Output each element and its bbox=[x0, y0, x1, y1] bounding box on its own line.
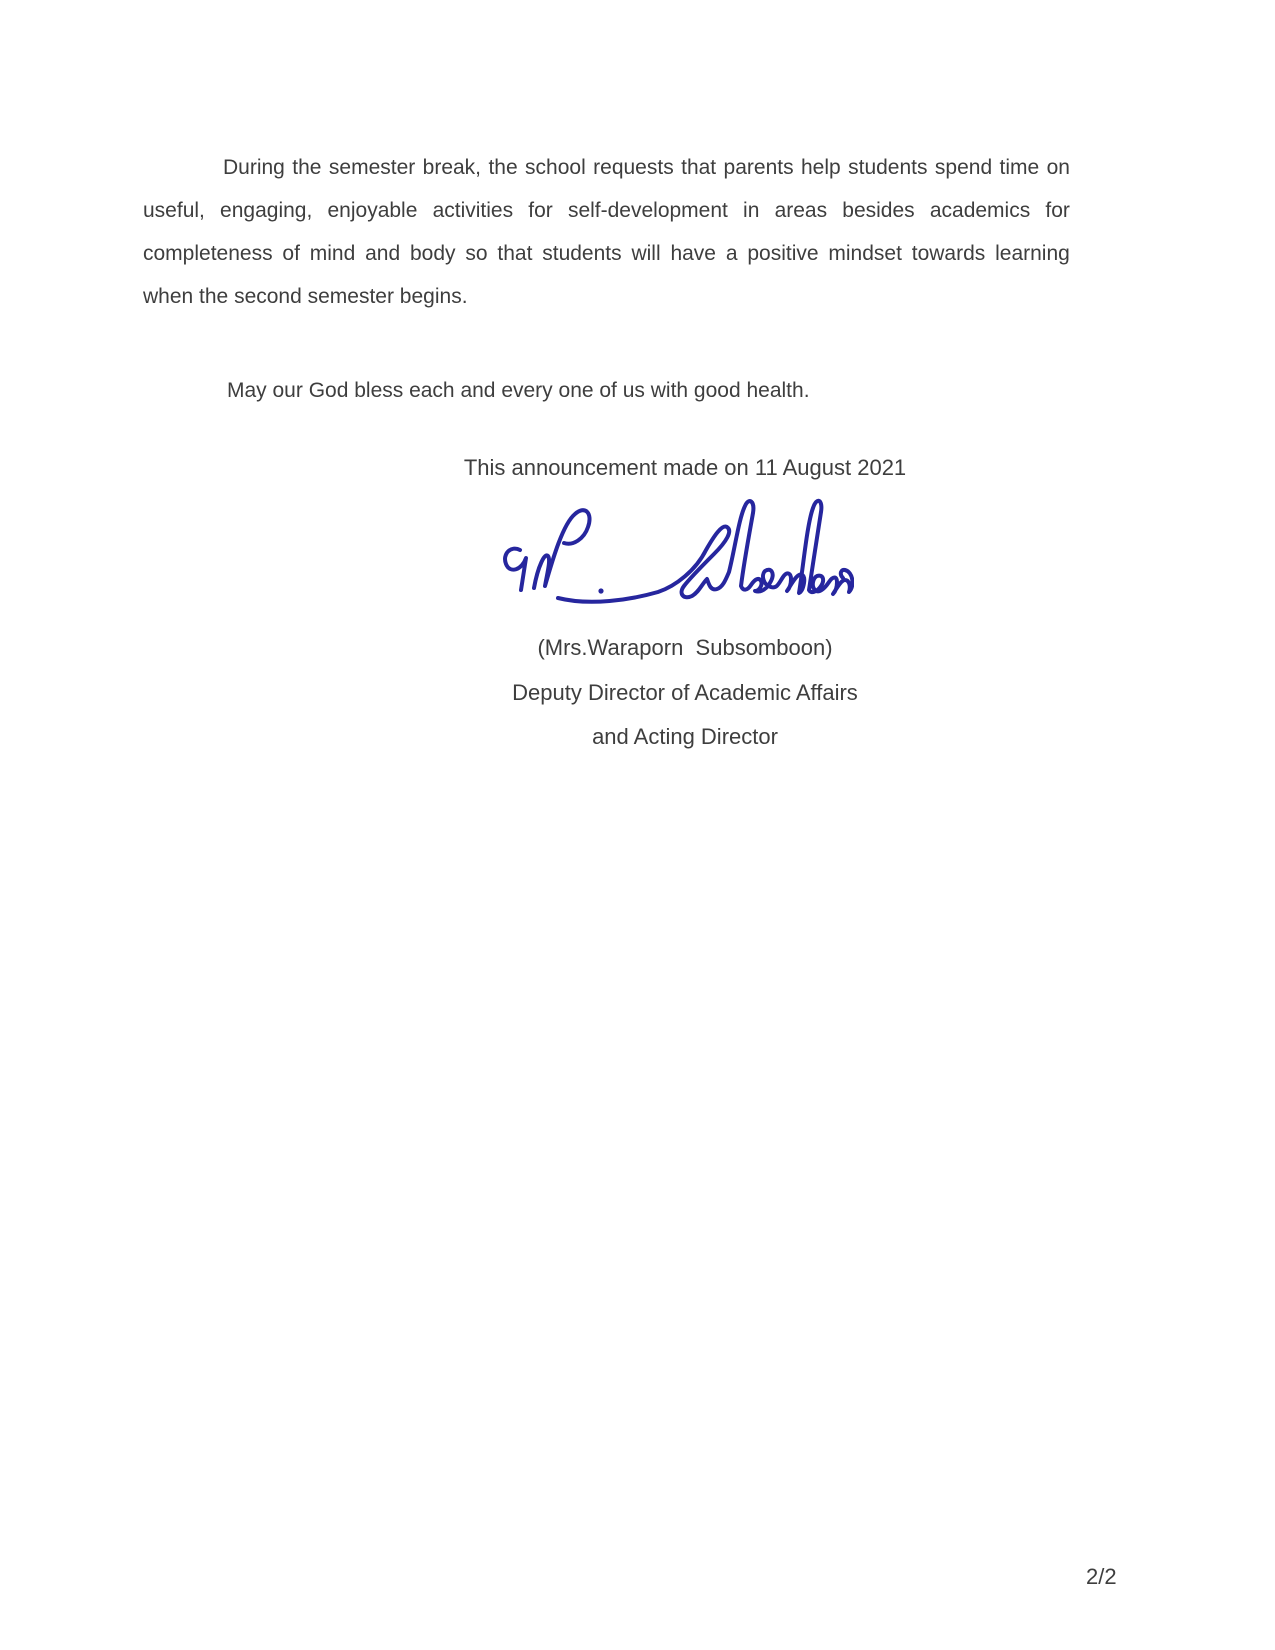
word: mind bbox=[309, 241, 356, 265]
word: on bbox=[1046, 155, 1070, 179]
word: semester bbox=[328, 155, 416, 179]
word: mindset bbox=[828, 241, 902, 265]
word: body bbox=[409, 241, 456, 265]
word: During bbox=[223, 155, 285, 179]
word: positive bbox=[747, 241, 819, 265]
word: learning bbox=[995, 241, 1070, 265]
word: the bbox=[488, 155, 518, 179]
word: engaging, bbox=[220, 198, 313, 222]
word: that bbox=[497, 241, 533, 265]
word: and bbox=[365, 241, 401, 265]
announcement-date-line: This announcement made on 11 August 2021 bbox=[463, 455, 907, 480]
word: academics bbox=[929, 198, 1031, 222]
word: school bbox=[525, 155, 586, 179]
word: completeness bbox=[143, 241, 273, 265]
word: will bbox=[631, 241, 661, 265]
word: of bbox=[282, 241, 300, 265]
word: parents bbox=[723, 155, 794, 179]
word: towards bbox=[911, 241, 986, 265]
word: areas bbox=[774, 198, 828, 222]
signatory-title-line1: Deputy Director of Academic Affairs bbox=[512, 680, 858, 705]
word: self-development bbox=[567, 198, 728, 222]
word: enjoyable bbox=[327, 198, 418, 222]
signature-image bbox=[498, 492, 854, 614]
signatory-name: (Mrs.Waraporn Subsomboon) bbox=[537, 635, 833, 660]
word: a bbox=[725, 241, 738, 265]
word: that bbox=[681, 155, 717, 179]
word: students bbox=[848, 155, 928, 179]
word: for bbox=[1045, 198, 1070, 222]
word: spend bbox=[934, 155, 993, 179]
signature-icon bbox=[498, 492, 854, 614]
word: time bbox=[999, 155, 1040, 179]
blessing-line: May our God bless each and every one of us with good health. bbox=[227, 379, 810, 402]
signatory-title-line2: and Acting Director bbox=[592, 724, 778, 749]
paragraph-line bbox=[143, 232, 1070, 275]
page-number: 2/2 bbox=[1086, 1564, 1117, 1589]
word: have bbox=[670, 241, 716, 265]
body-paragraph bbox=[143, 146, 1070, 318]
word: so bbox=[465, 241, 488, 265]
word: activities bbox=[432, 198, 514, 222]
word: the bbox=[292, 155, 322, 179]
word: besides bbox=[842, 198, 915, 222]
word: useful, bbox=[143, 198, 205, 222]
word: requests bbox=[593, 155, 674, 179]
word: in bbox=[743, 198, 760, 222]
word: help bbox=[801, 155, 841, 179]
word: break, bbox=[422, 155, 482, 179]
word: students bbox=[542, 241, 622, 265]
paragraph-line bbox=[143, 189, 1070, 232]
word: for bbox=[528, 198, 553, 222]
paragraph-line: when the second semester begins. bbox=[143, 285, 468, 308]
paragraph-line bbox=[143, 146, 1070, 189]
